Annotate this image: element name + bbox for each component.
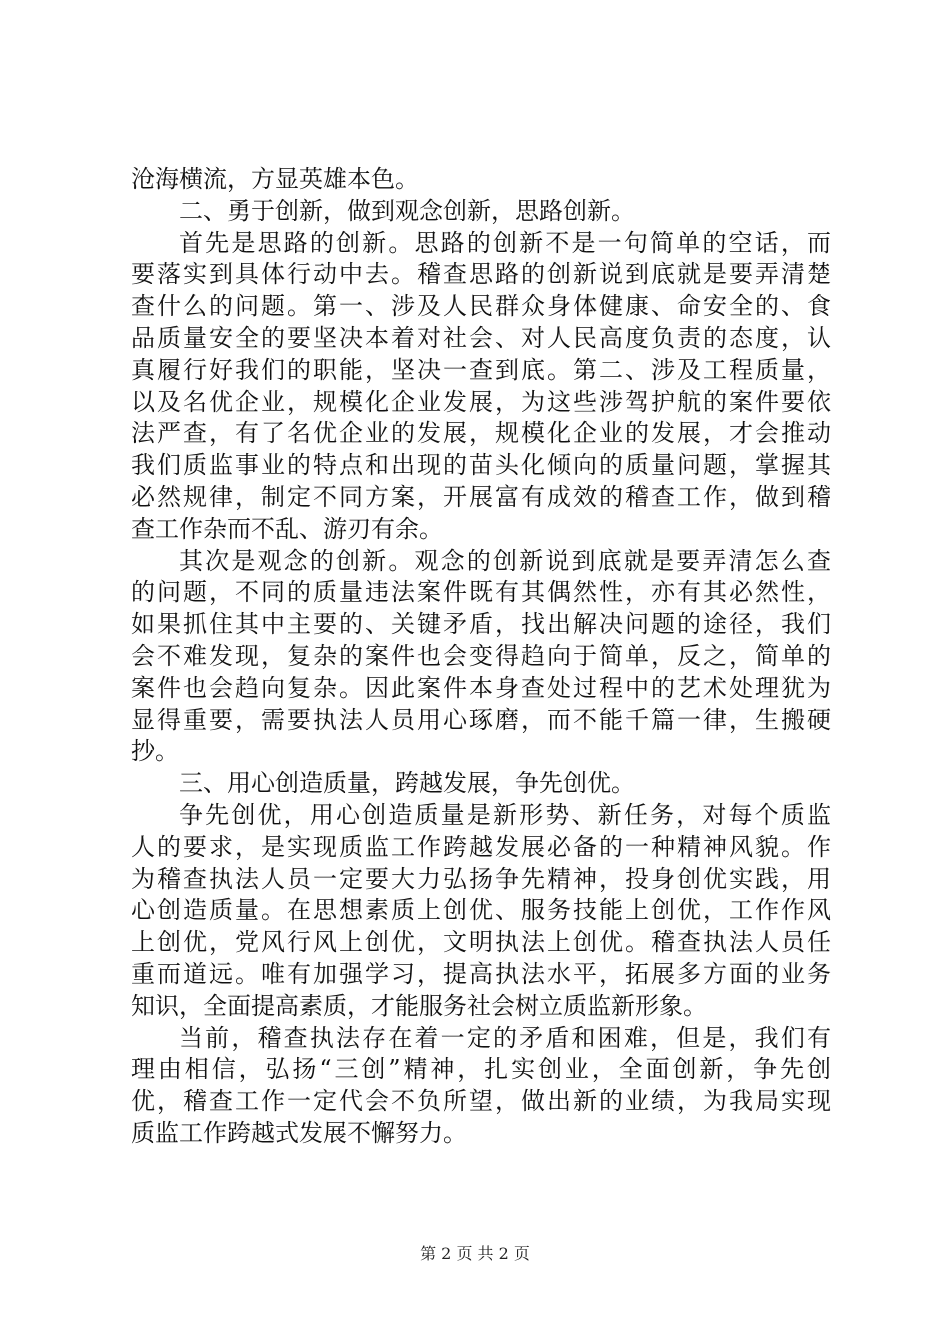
- text-line: 质监工作跨越式发展不懈努力。: [131, 1118, 467, 1147]
- text-line: 会不难发现，复杂的案件也会变得趋向于简单，反之，简单的: [131, 641, 831, 670]
- text-line: 如果抓住其中主要的、关键矛盾，找出解决问题的途径，我们: [131, 610, 831, 639]
- text-line: 心创造质量。在思想素质上创优、服务技能上创优，工作作风: [131, 896, 831, 925]
- page-footer: 第 2 页 共 2 页: [420, 1244, 530, 1263]
- text-line: 法严查，有了名优企业的发展，规模化企业的发展，才会推动: [131, 419, 831, 448]
- text-line: 真履行好我们的职能，坚决一查到底。第二、涉及工程质量，: [131, 355, 831, 384]
- text-line: 上创优，党风行风上创优，文明执法上创优。稽查执法人员任: [131, 928, 831, 957]
- text-line: 其次是观念的创新。观念的创新说到底就是要弄清怎么查: [179, 546, 831, 575]
- text-line: 查什么的问题。第一、涉及人民群众身体健康、命安全的、食: [131, 292, 831, 321]
- text-line: 二、勇于创新，做到观念创新，思路创新。: [179, 196, 635, 225]
- text-line: 显得重要，需要执法人员用心琢磨，而不能千篇一律，生搬硬: [131, 705, 831, 734]
- text-line: 争先创优，用心创造质量是新形势、新任务，对每个质监: [179, 800, 831, 829]
- text-line: 必然规律，制定不同方案，开展富有成效的稽查工作，做到稽: [131, 482, 831, 511]
- document-body: [131, 164, 831, 1150]
- text-line: 当前，稽查执法存在着一定的矛盾和困难，但是，我们有: [179, 1023, 831, 1052]
- text-line: 知识，全面提高素质，才能服务社会树立质监新形象。: [131, 991, 707, 1020]
- text-line: 优，稽查工作一定代会不负所望，做出新的业绩，为我局实现: [131, 1087, 831, 1116]
- text-line: 我们质监事业的特点和出现的苗头化倾向的质量问题，掌握其: [131, 451, 831, 480]
- text-line: 查工作杂而不乱、游刃有余。: [131, 514, 443, 543]
- text-line: 重而道远。唯有加强学习，提高执法水平，拓展多方面的业务: [131, 959, 831, 988]
- text-line: 理由相信，弘扬“三创”精神，扎实创业，全面创新，争先创: [131, 1055, 831, 1084]
- text-line: 三、用心创造质量，跨越发展，争先创优。: [179, 769, 635, 798]
- text-line: 品质量安全的要坚决本着对社会、对人民高度负责的态度，认: [131, 323, 831, 352]
- text-line: 首先是思路的创新。思路的创新不是一句简单的空话，而: [179, 228, 831, 257]
- text-line: 的问题，不同的质量违法案件既有其偶然性，亦有其必然性，: [131, 578, 831, 607]
- text-line: 人的要求，是实现质监工作跨越发展必备的一种精神风貌。作: [131, 832, 831, 861]
- text-line: 为稽查执法人员一定要大力弘扬争先精神，投身创优实践，用: [131, 864, 831, 893]
- text-line: 抄。: [131, 737, 179, 766]
- text-line: 案件也会趋向复杂。因此案件本身查处过程中的艺术处理犹为: [131, 673, 831, 702]
- text-line: 要落实到具体行动中去。稽查思路的创新说到底就是要弄清楚: [131, 260, 831, 289]
- text-line: 以及名优企业，规模化企业发展，为这些涉驾护航的案件要依: [131, 387, 831, 416]
- text-line: 沧海横流，方显英雄本色。: [131, 165, 419, 193]
